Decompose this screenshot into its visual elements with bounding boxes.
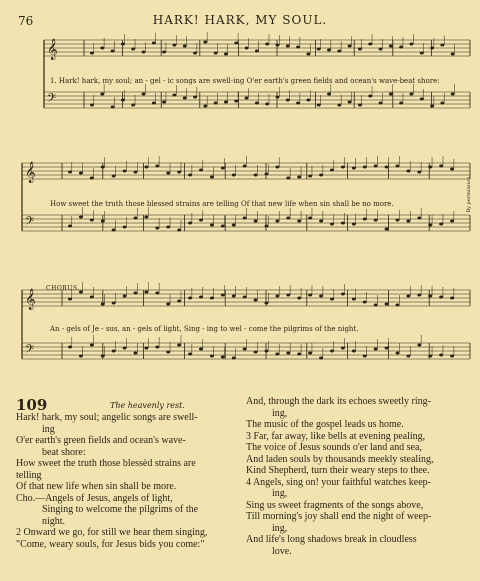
verse-line: And life's long shadows break in cloudless — [246, 534, 417, 545]
note-head — [90, 344, 94, 347]
note-head — [389, 93, 393, 96]
note-head — [450, 297, 454, 300]
note-head — [111, 50, 115, 53]
note-head — [319, 295, 323, 298]
note-head — [142, 93, 146, 96]
note-head — [296, 102, 300, 105]
note-head — [188, 297, 192, 300]
note-head — [199, 296, 203, 299]
note-head — [152, 42, 156, 45]
note-head — [341, 222, 345, 225]
note-head — [90, 104, 94, 107]
note-head — [428, 224, 432, 227]
note-head — [385, 166, 389, 169]
note-head — [144, 166, 148, 169]
note-head — [417, 294, 421, 297]
verse-line: ing, — [272, 488, 288, 499]
note-head — [166, 172, 170, 175]
lyrics-system-3: An - gels of Je - sus, an - gels of light, Sing - ing to wel - come the pilgrims of the night. — [50, 325, 359, 333]
note-head — [255, 102, 259, 105]
note-head — [450, 168, 454, 171]
verse-line: Till morning's joy shall end the night of weep- — [246, 511, 432, 522]
verse-line: love. — [272, 545, 292, 557]
note-head — [348, 101, 352, 104]
note-head — [265, 103, 269, 106]
note-head — [199, 348, 203, 351]
treble-clef: 𝄞 — [47, 39, 58, 60]
note-head — [232, 295, 236, 298]
note-head — [317, 48, 321, 51]
note-head — [439, 296, 443, 299]
verse-line: beat shore: — [42, 446, 86, 458]
note-head — [79, 216, 83, 219]
chorus-label: CHORUS. — [46, 285, 80, 292]
note-head — [203, 41, 207, 44]
note-head — [234, 42, 238, 45]
note-head — [297, 176, 301, 179]
note-head — [183, 97, 187, 100]
note-head — [101, 220, 105, 223]
note-head — [428, 355, 432, 358]
note-head — [363, 301, 367, 304]
note-head — [221, 356, 225, 359]
note-head — [450, 220, 454, 223]
note-head — [210, 224, 214, 227]
verse-line: And laden souls by thousands meekly stealing, — [246, 453, 434, 465]
note-head — [90, 219, 94, 222]
note-head — [243, 165, 247, 168]
note-head — [428, 295, 432, 298]
verse-line: 2 Onward we go, for still we hear them singing, — [16, 527, 208, 538]
note-head — [265, 302, 269, 305]
verse-line: Of that new life when sin shall be more. — [16, 481, 177, 492]
note-head — [112, 350, 116, 353]
note-head — [68, 346, 72, 349]
note-head — [337, 50, 341, 53]
note-head — [101, 355, 105, 358]
verse-line: Hark! hark, my soul; angelic songs are swell- — [16, 412, 198, 423]
verse-line: Cho.—Angels of Jesus, angels of light, — [16, 492, 173, 504]
note-head — [374, 348, 378, 351]
note-head — [243, 217, 247, 220]
note-head — [210, 176, 214, 179]
note-head — [363, 218, 367, 221]
note-head — [232, 174, 236, 177]
note-head — [275, 353, 279, 356]
verse-line: Kind Shepherd, turn their weary steps to thee. — [246, 465, 430, 476]
note-head — [409, 93, 413, 96]
note-head — [385, 228, 389, 231]
note-head — [396, 219, 400, 222]
note-head — [112, 175, 116, 178]
note-head — [406, 355, 410, 358]
note-head — [123, 226, 127, 229]
note-head — [162, 101, 166, 104]
note-head — [319, 357, 323, 360]
note-head — [327, 93, 331, 96]
note-head — [276, 96, 280, 99]
note-head — [358, 104, 362, 107]
note-head — [275, 166, 279, 169]
bass-clef: 𝄢 — [25, 215, 35, 231]
note-head — [276, 44, 280, 47]
verse-line: 4 Angels, sing on! your faithful watches keep- — [246, 476, 431, 488]
note-head — [199, 169, 203, 172]
note-head — [420, 52, 424, 55]
note-head — [352, 350, 356, 353]
note-head — [330, 223, 334, 226]
note-head — [265, 43, 269, 46]
verse-line: night. — [42, 515, 66, 527]
verse-left-column — [16, 412, 207, 550]
note-head — [420, 98, 424, 101]
note-head — [166, 226, 170, 229]
page-title: HARK! HARK, MY SOUL. — [152, 13, 328, 27]
note-head — [439, 223, 443, 226]
note-head — [363, 355, 367, 358]
note-head — [101, 303, 105, 306]
note-head — [221, 167, 225, 170]
note-head — [193, 52, 197, 55]
note-head — [308, 175, 312, 178]
lyrics-system-2: How sweet the truth those blessed strains are telling Of that new life when sin shall be no more. — [50, 200, 394, 208]
note-head — [224, 101, 228, 104]
note-head — [399, 102, 403, 105]
note-head — [183, 45, 187, 48]
note-head — [193, 96, 197, 99]
note-head — [188, 174, 192, 177]
note-head — [396, 304, 400, 307]
note-head — [265, 350, 269, 353]
note-head — [348, 45, 352, 48]
note-head — [265, 173, 269, 176]
verse-line: The voice of Jesus sounds o'er land and sea, — [246, 442, 422, 453]
note-head — [286, 352, 290, 355]
note-head — [368, 95, 372, 98]
note-head — [68, 225, 72, 228]
verse-line: ing, — [272, 522, 288, 534]
note-head — [389, 45, 393, 48]
note-head — [352, 223, 356, 226]
note-head — [112, 229, 116, 232]
note-head — [101, 166, 105, 169]
note-head — [134, 292, 138, 295]
note-head — [155, 227, 159, 230]
note-head — [155, 346, 159, 349]
note-head — [155, 165, 159, 168]
note-head — [308, 294, 312, 297]
note-head — [111, 106, 115, 109]
note-head — [254, 299, 258, 302]
note-head — [79, 355, 83, 358]
note-head — [245, 47, 249, 50]
verse-line: Singing to welcome the pilgrims of the — [42, 504, 199, 515]
note-head — [409, 43, 413, 46]
hymn-subtitle: The heavenly rest. — [110, 401, 185, 410]
note-head — [112, 302, 116, 305]
note-head — [297, 353, 301, 356]
note-head — [172, 94, 176, 97]
note-head — [134, 352, 138, 355]
note-head — [306, 99, 310, 102]
note-head — [90, 296, 94, 299]
note-head — [254, 220, 258, 223]
note-head — [430, 105, 434, 108]
verse-right-column — [246, 396, 433, 557]
note-head — [406, 170, 410, 173]
note-head — [68, 171, 72, 174]
verse-line: Sing us sweet fragments of the songs above, — [246, 499, 424, 511]
verse-line: ing, — [272, 407, 288, 419]
note-head — [319, 174, 323, 177]
note-head — [368, 43, 372, 46]
note-head — [243, 296, 247, 299]
note-head — [123, 170, 127, 173]
note-head — [144, 291, 148, 294]
note-head — [131, 48, 135, 51]
note-head — [286, 217, 290, 220]
note-head — [385, 347, 389, 350]
note-head — [79, 172, 83, 175]
note-head — [90, 52, 94, 55]
note-head — [210, 355, 214, 358]
note-head — [439, 354, 443, 357]
treble-clef: 𝄞 — [25, 289, 36, 310]
note-head — [450, 355, 454, 358]
note-head — [379, 48, 383, 51]
note-head — [337, 104, 341, 107]
note-head — [254, 351, 258, 354]
note-head — [134, 171, 138, 174]
note-head — [330, 350, 334, 353]
note-head — [134, 217, 138, 220]
note-head — [406, 295, 410, 298]
page-number: 76 — [18, 14, 34, 28]
note-head — [317, 104, 321, 107]
note-head — [100, 47, 104, 50]
note-head — [374, 219, 378, 222]
note-head — [417, 344, 421, 347]
verse-line: telling — [16, 469, 42, 481]
note-head — [417, 171, 421, 174]
note-head — [296, 46, 300, 49]
note-head — [396, 352, 400, 355]
note-head — [286, 294, 290, 297]
note-head — [440, 102, 444, 105]
note-head — [308, 352, 312, 355]
note-head — [306, 53, 310, 56]
note-head — [451, 93, 455, 96]
note-head — [214, 102, 218, 105]
note-head — [385, 303, 389, 306]
note-head — [352, 298, 356, 301]
note-head — [286, 177, 290, 180]
note-head — [379, 102, 383, 105]
note-head — [177, 300, 181, 303]
note-head — [275, 295, 279, 298]
note-head — [417, 217, 421, 220]
note-head — [131, 104, 135, 107]
verse-line: "Come, weary souls, for Jesus bids you come:" — [16, 538, 205, 550]
note-head — [275, 220, 279, 223]
note-head — [221, 294, 225, 297]
note-head — [363, 166, 367, 169]
note-head — [234, 100, 238, 103]
note-head — [308, 217, 312, 220]
note-head — [166, 303, 170, 306]
note-head — [374, 165, 378, 168]
note-head — [286, 99, 290, 102]
note-head — [319, 220, 323, 223]
treble-clef: 𝄞 — [25, 162, 36, 183]
note-head — [297, 220, 301, 223]
note-head — [210, 297, 214, 300]
verse-line: The music of the gospel leads us home. — [246, 419, 404, 430]
note-head — [254, 174, 258, 177]
note-head — [341, 293, 345, 296]
verse-line: O'er earth's green fields and ocean's wave- — [16, 435, 186, 446]
verse-line: How sweet the truth those blessèd strains are — [16, 458, 196, 469]
note-head — [286, 45, 290, 48]
note-head — [68, 298, 72, 301]
note-head — [121, 99, 125, 102]
note-head — [243, 348, 247, 351]
note-head — [172, 44, 176, 47]
note-head — [341, 166, 345, 169]
note-head — [177, 229, 181, 232]
note-head — [144, 347, 148, 350]
note-head — [255, 50, 259, 53]
permission-note: By permission. — [466, 175, 472, 213]
note-head — [297, 297, 301, 300]
note-head — [265, 225, 269, 228]
note-head — [439, 165, 443, 168]
note-head — [199, 219, 203, 222]
note-head — [144, 216, 148, 219]
note-head — [177, 171, 181, 174]
bass-clef: 𝄢 — [25, 343, 35, 359]
note-head — [123, 347, 127, 350]
note-head — [352, 167, 356, 170]
note-head — [428, 166, 432, 169]
note-head — [341, 347, 345, 350]
note-head — [396, 165, 400, 168]
note-head — [451, 53, 455, 56]
note-head — [162, 51, 166, 54]
note-head — [152, 102, 156, 105]
hymn-number: 109 — [16, 396, 48, 414]
note-head — [100, 93, 104, 96]
note-head — [330, 298, 334, 301]
note-head — [440, 44, 444, 47]
note-head — [123, 295, 127, 298]
note-head — [155, 292, 159, 295]
lyrics-system-1: 1. Hark! hark, my soul; an - gel - ic songs are swell-ing O'er earth's green fields and ocean's wave-beat shore: — [50, 77, 440, 85]
verse-line: ing — [42, 423, 55, 435]
note-head — [327, 49, 331, 52]
note-head — [214, 52, 218, 55]
note-head — [358, 48, 362, 51]
note-head — [166, 351, 170, 354]
note-head — [330, 169, 334, 172]
note-head — [245, 97, 249, 100]
note-head — [221, 225, 225, 228]
note-head — [224, 53, 228, 56]
note-head — [374, 304, 378, 307]
note-head — [90, 177, 94, 180]
verse-line: And, through the dark its echoes sweetly ring- — [246, 396, 431, 407]
note-head — [232, 224, 236, 227]
note-head — [188, 222, 192, 225]
note-head — [232, 357, 236, 360]
note-head — [188, 353, 192, 356]
note-head — [177, 344, 181, 347]
note-head — [142, 51, 146, 54]
note-head — [399, 46, 403, 49]
bass-clef: 𝄢 — [47, 92, 57, 108]
note-head — [430, 47, 434, 50]
note-head — [406, 220, 410, 223]
note-head — [121, 43, 125, 46]
verse-line: 3 Far, far away, like bells at evening pealing, — [246, 430, 426, 442]
note-head — [203, 105, 207, 108]
